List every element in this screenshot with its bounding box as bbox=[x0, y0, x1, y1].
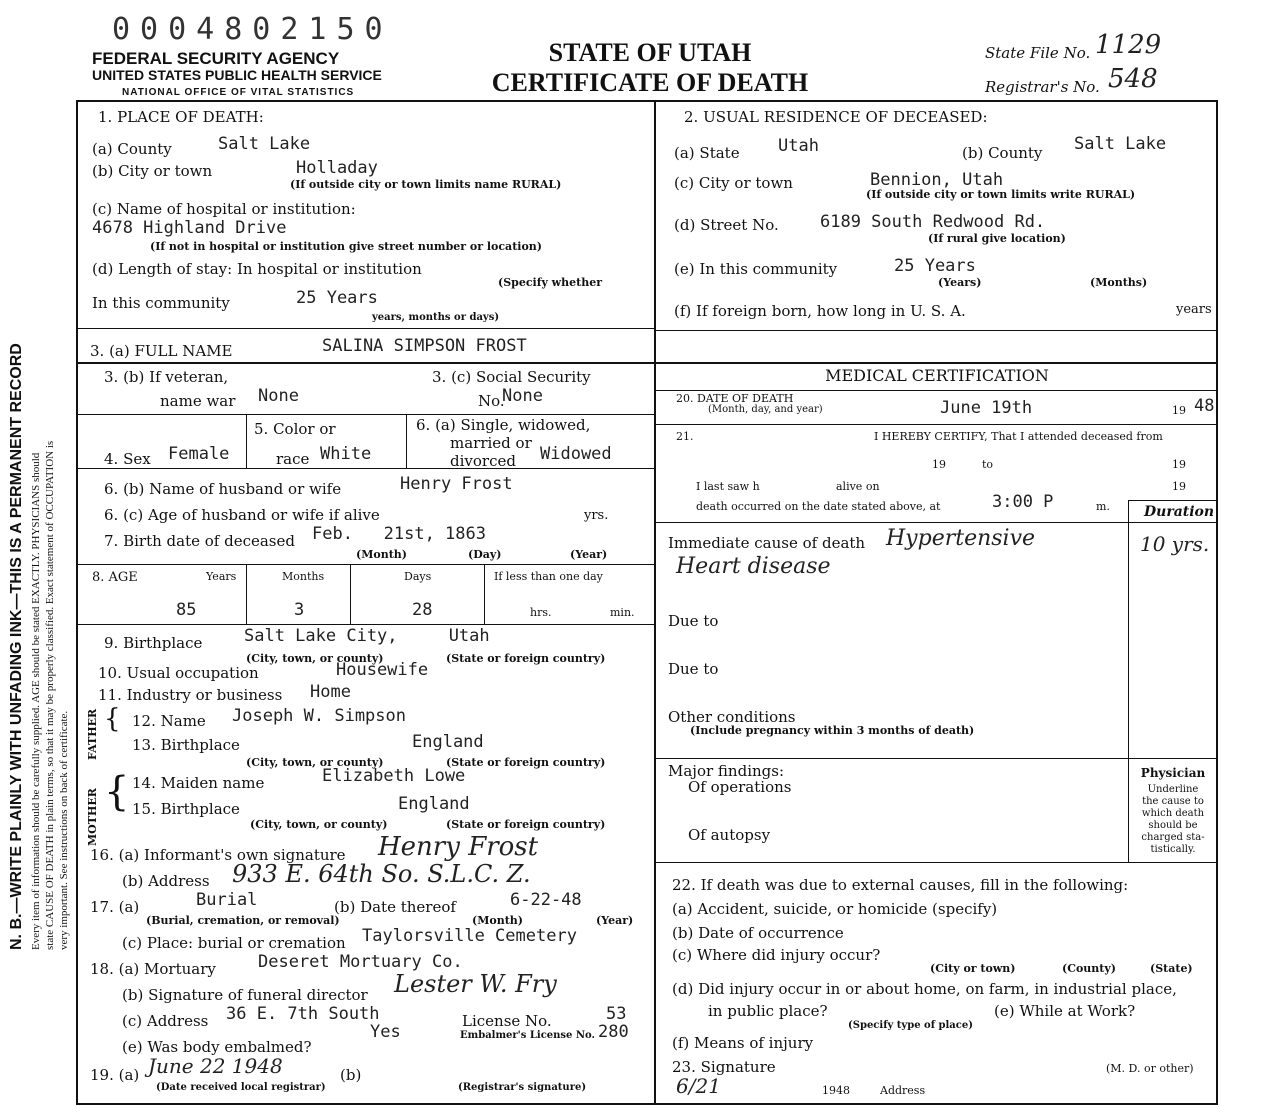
father-side-label: FATHER bbox=[86, 708, 99, 760]
informant-signature: Henry Frost bbox=[378, 832, 539, 862]
race-label: race bbox=[276, 450, 310, 468]
registrar-number-value: 548 bbox=[1108, 64, 1158, 94]
place-heading: 1. PLACE OF DEATH: bbox=[98, 108, 264, 126]
state-file-value: 1129 bbox=[1095, 30, 1162, 60]
place-specify-note: (Specify whether bbox=[498, 276, 603, 289]
ss-no-label: No. bbox=[478, 392, 505, 410]
registrar-signature-label: (b) bbox=[340, 1066, 362, 1084]
father-birthplace-label: 13. Birthplace bbox=[132, 736, 240, 754]
signature-date: 6/21 bbox=[676, 1074, 721, 1098]
place-hospital-note: (If not in hospital or institution give street number or location) bbox=[150, 240, 542, 253]
burial-label: 17. (a) bbox=[90, 898, 140, 916]
center-divider-top bbox=[654, 100, 656, 362]
death-date-value: June 19th bbox=[940, 398, 1033, 418]
external-c-county-note: (County) bbox=[1062, 962, 1116, 975]
embalmer-license-value: 280 bbox=[598, 1022, 629, 1042]
divider-medical-heading bbox=[656, 390, 1218, 391]
state-file-label: State File No. bbox=[985, 44, 1091, 62]
age-months-value: 3 bbox=[294, 600, 305, 620]
burial-date-label: (b) Date thereof bbox=[334, 898, 456, 916]
md-note: (M. D. or other) bbox=[1106, 1062, 1194, 1075]
divider-duration-top bbox=[1128, 500, 1218, 501]
divider-marital bbox=[76, 468, 654, 469]
burial-place-value: Taylorsville Cemetery bbox=[362, 926, 577, 946]
residence-street-value: 6189 South Redwood Rd. bbox=[820, 212, 1046, 232]
residence-state-label: (a) State bbox=[674, 144, 740, 162]
other-conditions-label: Other conditions bbox=[668, 708, 796, 726]
place-community-label: In this community bbox=[92, 294, 230, 312]
mother-name-value: Elizabeth Lowe bbox=[322, 766, 466, 786]
father-state-note: (State or foreign country) bbox=[446, 756, 606, 769]
age-years-header: Years bbox=[206, 570, 237, 583]
divider-age-years bbox=[246, 564, 247, 624]
certify-number: 21. bbox=[676, 430, 694, 443]
mortuary-label: 18. (a) Mortuary bbox=[90, 960, 216, 978]
age-label: 8. AGE bbox=[92, 570, 138, 585]
mortuary-address-value: 36 E. 7th South bbox=[226, 1004, 380, 1024]
duration-value: 10 yrs. bbox=[1140, 532, 1210, 556]
certify-from-year: 19 bbox=[932, 458, 946, 471]
place-stay-label: (d) Length of stay: In hospital or institution bbox=[92, 260, 422, 278]
place-county-value: Salt Lake bbox=[218, 134, 311, 154]
embalmer-license-label: Embalmer's License No. bbox=[460, 1030, 595, 1041]
informant-address-label: (b) Address bbox=[122, 872, 210, 890]
residence-months-note: (Months) bbox=[1090, 276, 1148, 289]
age-days-header: Days bbox=[404, 570, 432, 583]
birth-day-note: (Day) bbox=[468, 548, 502, 561]
license-value: 53 bbox=[606, 1004, 627, 1024]
signature-year: 1948 bbox=[822, 1084, 850, 1097]
occupation-label: 10. Usual occupation bbox=[98, 664, 259, 682]
divider-veteran bbox=[76, 414, 654, 415]
residence-county-value: Salt Lake bbox=[1074, 134, 1167, 154]
birthplace-state-note: (State or foreign country) bbox=[446, 652, 606, 665]
father-birthplace-value: England bbox=[412, 732, 484, 752]
immediate-cause-value-2: Heart disease bbox=[676, 554, 831, 579]
divider-date-death bbox=[656, 424, 1218, 425]
mother-city-note: (City, town, or county) bbox=[250, 818, 388, 831]
registrar-signature-note: (Registrar's signature) bbox=[458, 1082, 587, 1093]
physician-header: Physician bbox=[1140, 766, 1206, 780]
certify-text: I HEREBY CERTIFY, That I attended deceased from bbox=[874, 430, 1163, 443]
residence-foreign-years: years bbox=[1176, 302, 1212, 317]
father-name-value: Joseph W. Simpson bbox=[232, 706, 406, 726]
burial-note: (Burial, cremation, or removal) bbox=[146, 914, 340, 927]
certify-to: to bbox=[982, 458, 994, 471]
divider-place bbox=[76, 328, 654, 329]
sex-value: Female bbox=[168, 444, 230, 464]
father-city-note: (City, town, or county) bbox=[246, 756, 384, 769]
full-name-value: SALINA SIMPSON FROST bbox=[322, 336, 527, 356]
place-city-label: (b) City or town bbox=[92, 162, 213, 180]
embalmed-label: (e) Was body embalmed? bbox=[122, 1038, 312, 1056]
place-city-note: (If outside city or town limits name RURAL) bbox=[290, 178, 562, 191]
occupation-value: Housewife bbox=[336, 660, 429, 680]
mother-bracket: { bbox=[104, 769, 130, 815]
physician-signature-label: 23. Signature bbox=[672, 1058, 776, 1076]
veteran-label: 3. (b) If veteran, bbox=[104, 368, 229, 386]
marital-label-3: divorced bbox=[450, 452, 516, 470]
mortuary-value: Deseret Mortuary Co. bbox=[258, 952, 463, 972]
external-c-label: (c) Where did injury occur? bbox=[672, 946, 881, 964]
death-time-m: m. bbox=[1096, 500, 1110, 513]
certify-to-year: 19 bbox=[1172, 458, 1186, 471]
other-conditions-note: (Include pregnancy within 3 months of death) bbox=[690, 724, 975, 737]
birthplace-label: 9. Birthplace bbox=[104, 634, 203, 652]
death-date-label: 20. DATE OF DEATH bbox=[676, 392, 794, 405]
burial-month-note: (Month) bbox=[472, 914, 523, 927]
of-operations-label: Of operations bbox=[688, 778, 792, 796]
birthplace-value: Salt Lake City, Utah bbox=[244, 626, 490, 646]
birthplace-city-note: (City, town, or county) bbox=[246, 652, 384, 665]
mother-state-note: (State or foreign country) bbox=[446, 818, 606, 831]
of-autopsy-label: Of autopsy bbox=[688, 826, 771, 844]
divider-external bbox=[656, 862, 1218, 863]
place-community-value: 25 Years bbox=[296, 288, 378, 308]
sidebar-permanent-record: N. B.—WRITE PLAINLY WITH UNFADING INK—THIS IS A PERMANENT RECORD bbox=[8, 343, 25, 950]
place-ymd-note: years, months or days) bbox=[372, 312, 500, 323]
certificate-number: 0004802150 bbox=[112, 12, 393, 47]
age-lessday-header: If less than one day bbox=[494, 570, 603, 583]
death-time-value: 3:00 P bbox=[992, 492, 1054, 512]
age-years-value: 85 bbox=[176, 600, 197, 620]
mother-birthplace-value: England bbox=[398, 794, 470, 814]
death-occurred-label: death occurred on the date stated above, at bbox=[696, 500, 941, 513]
duration-header: Duration bbox=[1144, 504, 1215, 520]
age-min-label: min. bbox=[610, 606, 635, 619]
age-months-header: Months bbox=[282, 570, 325, 583]
license-label: License No. bbox=[462, 1012, 552, 1030]
place-hospital-value: 4678 Highland Drive bbox=[92, 218, 287, 238]
veteran-value: None bbox=[258, 386, 299, 406]
physician-note-line: the cause to bbox=[1142, 796, 1204, 807]
residence-foreign-label: (f) If foreign born, how long in U. S. A. bbox=[674, 302, 966, 320]
title-certificate: CERTIFICATE OF DEATH bbox=[491, 68, 809, 97]
residence-city-label: (c) City or town bbox=[674, 174, 793, 192]
external-causes-label: 22. If death was due to external causes, fill in the following: bbox=[672, 876, 1129, 894]
major-findings-label: Major findings: bbox=[668, 762, 785, 780]
place-county-label: (a) County bbox=[92, 140, 172, 158]
birth-date-label: 7. Birth date of deceased bbox=[104, 532, 295, 550]
agency-name: FEDERAL SECURITY AGENCY bbox=[92, 49, 340, 68]
sidebar-note-1: Every item of information should be carefully supplied. AGE should be stated EXACTLY. PHYSICIANS should bbox=[30, 452, 42, 950]
informant-signature-label: 16. (a) Informant's own signature bbox=[90, 846, 346, 864]
external-f-label: (f) Means of injury bbox=[672, 1034, 814, 1052]
received-note: (Date received local registrar) bbox=[156, 1082, 326, 1093]
spouse-value: Henry Frost bbox=[400, 474, 513, 494]
marital-value: Widowed bbox=[540, 444, 612, 464]
divider-duration bbox=[1128, 500, 1129, 862]
address-label: Address bbox=[880, 1084, 926, 1097]
physician-note bbox=[1130, 784, 1216, 856]
place-city-value: Holladay bbox=[296, 158, 378, 178]
immediate-cause-value: Hypertensive bbox=[886, 526, 1036, 551]
burial-place-label: (c) Place: burial or cremation bbox=[122, 934, 346, 952]
external-e-label: (e) While at Work? bbox=[994, 1002, 1136, 1020]
industry-label: 11. Industry or business bbox=[98, 686, 283, 704]
received-label: 19. (a) bbox=[90, 1066, 140, 1084]
residence-years-note: (Years) bbox=[938, 276, 982, 289]
death-year-value: 48 bbox=[1194, 396, 1215, 416]
service-name: UNITED STATES PUBLIC HEALTH SERVICE bbox=[92, 67, 382, 83]
industry-value: Home bbox=[310, 682, 351, 702]
funeral-director-label: (b) Signature of funeral director bbox=[122, 986, 368, 1004]
divider-sex bbox=[246, 414, 247, 469]
divider-age-months bbox=[350, 564, 351, 624]
burial-year-note: (Year) bbox=[596, 914, 634, 927]
father-bracket: { bbox=[104, 704, 121, 734]
residence-heading: 2. USUAL RESIDENCE OF DECEASED: bbox=[684, 108, 988, 126]
place-hospital-label: (c) Name of hospital or institution: bbox=[92, 200, 356, 218]
residence-street-label: (d) Street No. bbox=[674, 216, 779, 234]
divider-certify bbox=[656, 522, 1218, 523]
residence-city-note: (If outside city or town limits write RURAL) bbox=[866, 188, 1136, 201]
due-to-1: Due to bbox=[668, 612, 719, 630]
due-to-2: Due to bbox=[668, 660, 719, 678]
registrar-number-label: Registrar's No. bbox=[985, 78, 1100, 96]
mother-side-label: MOTHER bbox=[86, 788, 99, 846]
divider-residence bbox=[654, 330, 1218, 331]
burial-value: Burial bbox=[196, 890, 258, 910]
mother-birthplace-label: 15. Birthplace bbox=[132, 800, 240, 818]
office-name: NATIONAL OFFICE OF VITAL STATISTICS bbox=[122, 87, 355, 98]
color-label: 5. Color or bbox=[254, 420, 336, 438]
physician-note-line: tistically. bbox=[1150, 844, 1196, 855]
alive-on-label: alive on bbox=[836, 480, 880, 493]
veteran-war-label: name war bbox=[160, 392, 236, 410]
age-hrs-label: hrs. bbox=[530, 606, 552, 619]
funeral-director-signature: Lester W. Fry bbox=[394, 970, 557, 998]
ss-value: None bbox=[502, 386, 543, 406]
residence-city-value: Bennion, Utah bbox=[870, 170, 1004, 190]
physician-note-line: charged sta- bbox=[1141, 832, 1205, 843]
birth-year-note: (Year) bbox=[570, 548, 608, 561]
residence-community-value: 25 Years bbox=[894, 256, 976, 276]
physician-note-line: which death bbox=[1141, 808, 1205, 819]
alive-on-year: 19 bbox=[1172, 480, 1186, 493]
divider-major bbox=[656, 758, 1218, 759]
external-d-public: in public place? bbox=[708, 1002, 828, 1020]
external-c-state-note: (State) bbox=[1150, 962, 1193, 975]
informant-address: 933 E. 64th So. S.L.C. Z. bbox=[232, 860, 531, 888]
external-b-label: (b) Date of occurrence bbox=[672, 924, 844, 942]
race-value: White bbox=[320, 444, 372, 464]
title-state: STATE OF UTAH bbox=[548, 38, 752, 67]
sidebar-note-2: state CAUSE OF DEATH in plain terms, so that it may be properly classified. Exact statement of OCCUPATION is bbox=[44, 440, 56, 950]
age-days-value: 28 bbox=[412, 600, 433, 620]
immediate-cause-label: Immediate cause of death bbox=[668, 534, 866, 552]
spouse-age-label: 6. (c) Age of husband or wife if alive bbox=[104, 506, 380, 524]
divider-name bbox=[76, 362, 1218, 364]
sex-label: 4. Sex bbox=[104, 450, 151, 468]
spouse-label: 6. (b) Name of husband or wife bbox=[104, 480, 342, 498]
marital-label: 6. (a) Single, widowed, bbox=[416, 416, 591, 434]
external-c-city-note: (City or town) bbox=[930, 962, 1016, 975]
spouse-age-yrs: yrs. bbox=[584, 508, 609, 523]
residence-community-label: (e) In this community bbox=[674, 260, 838, 278]
divider-race bbox=[406, 414, 407, 469]
mother-name-label: 14. Maiden name bbox=[132, 774, 265, 792]
physician-note-line: should be bbox=[1148, 820, 1198, 831]
mortuary-address-label: (c) Address bbox=[122, 1012, 209, 1030]
full-name-label: 3. (a) FULL NAME bbox=[90, 342, 233, 360]
medical-heading: MEDICAL CERTIFICATION bbox=[825, 366, 1049, 385]
death-date-sub: (Month, day, and year) bbox=[708, 404, 823, 415]
embalmed-value: Yes bbox=[370, 1022, 401, 1042]
birth-month-note: (Month) bbox=[356, 548, 407, 561]
divider-age-top bbox=[76, 564, 654, 565]
physician-note-line: Underline bbox=[1147, 784, 1199, 795]
external-d-note: (Specify type of place) bbox=[848, 1020, 973, 1031]
divider-age-days bbox=[484, 564, 485, 624]
marital-label-2: married or bbox=[450, 434, 532, 452]
ss-label: 3. (c) Social Security bbox=[432, 368, 591, 386]
external-a-label: (a) Accident, suicide, or homicide (specify) bbox=[672, 900, 998, 918]
divider-age-bottom bbox=[76, 624, 654, 625]
agency-block bbox=[92, 50, 382, 101]
sidebar-note-3: very important. See instructions on back of certificate. bbox=[58, 710, 70, 950]
father-name-label: 12. Name bbox=[132, 712, 206, 730]
birth-date-value: Feb. 21st, 1863 bbox=[312, 524, 486, 544]
last-saw-label: I last saw h bbox=[696, 480, 760, 493]
received-date: June 22 1948 bbox=[148, 1054, 283, 1078]
document-title bbox=[470, 38, 830, 98]
burial-date-value: 6-22-48 bbox=[510, 890, 582, 910]
death-year-prefix: 19 bbox=[1172, 404, 1186, 417]
external-d-label: (d) Did injury occur in or about home, on farm, in industrial place, bbox=[672, 980, 1177, 998]
residence-street-note: (If rural give location) bbox=[928, 232, 1066, 245]
residence-state-value: Utah bbox=[778, 136, 819, 156]
residence-county-label: (b) County bbox=[962, 144, 1043, 162]
